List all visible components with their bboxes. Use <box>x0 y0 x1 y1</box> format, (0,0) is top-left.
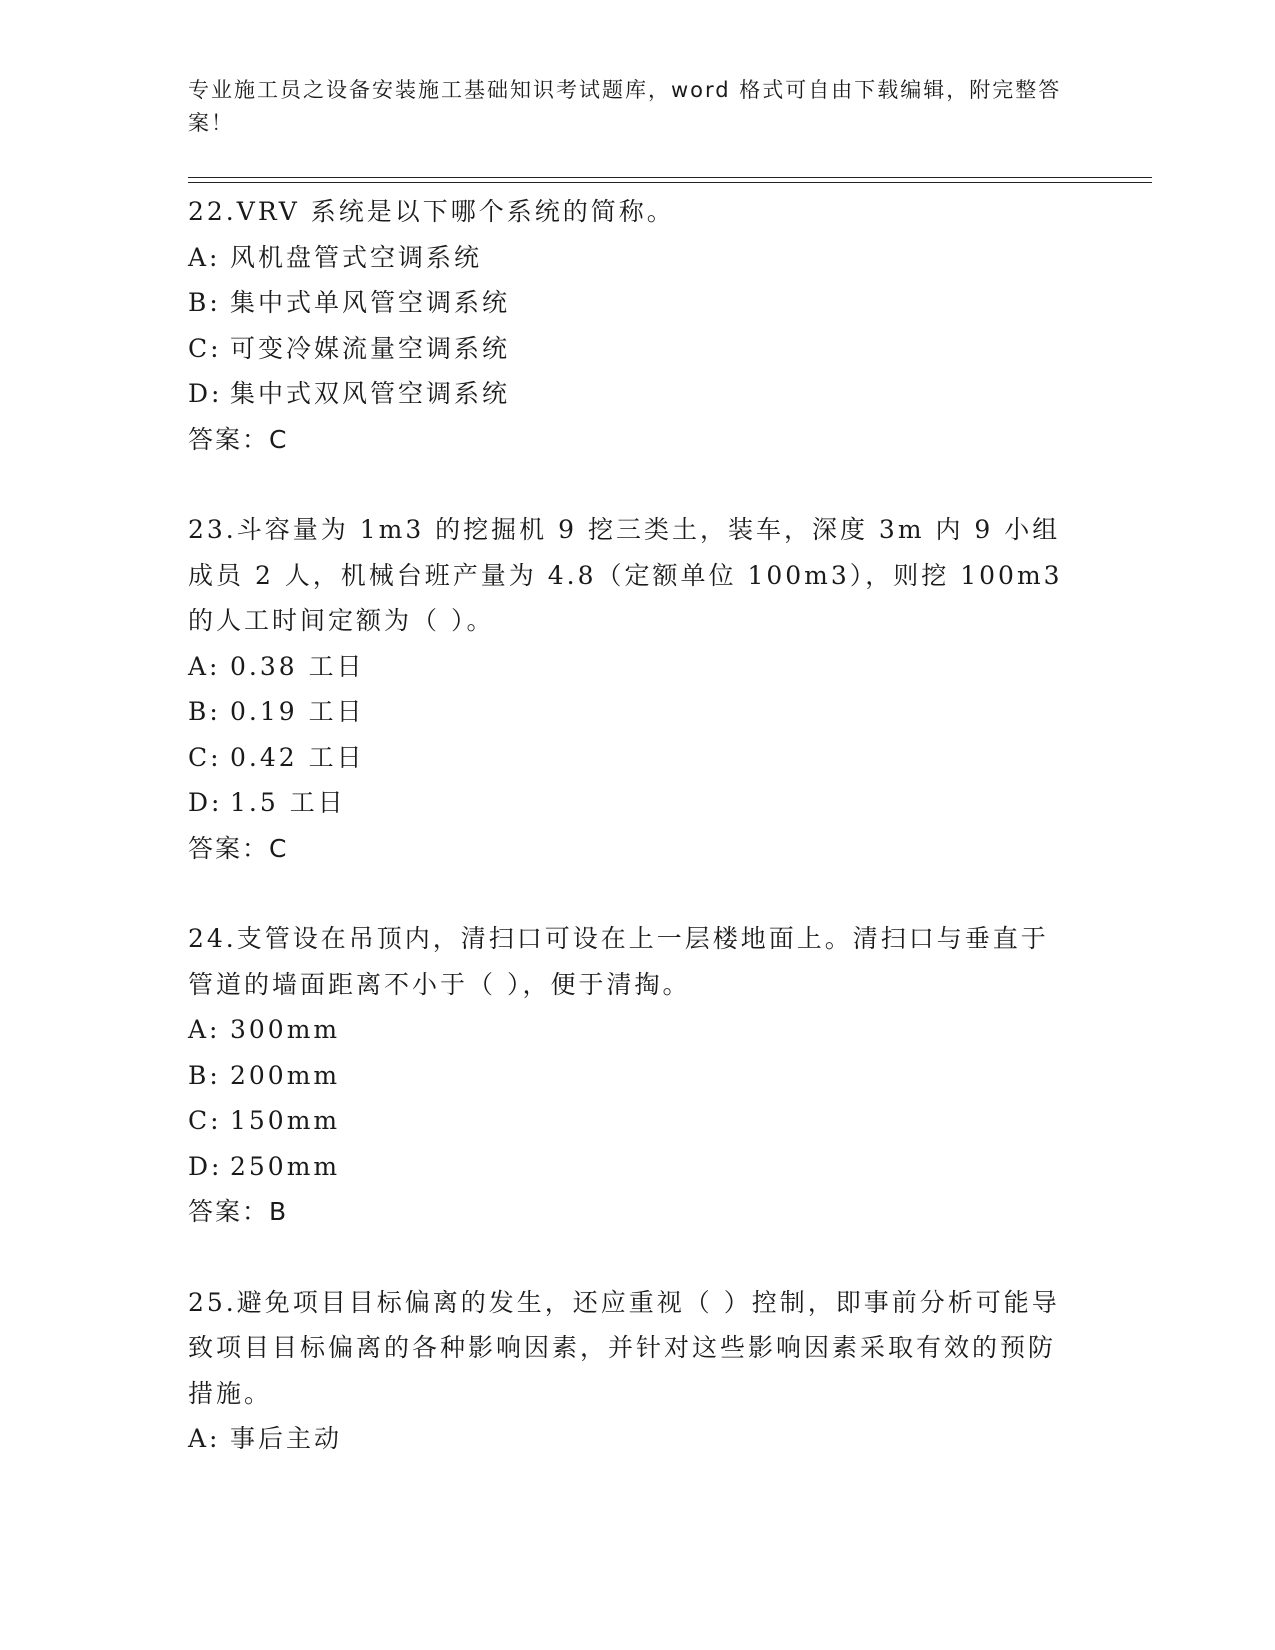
option-key: A: <box>188 1424 221 1453</box>
option-key: B: <box>188 288 221 317</box>
answer-line: 答案：C <box>188 833 289 863</box>
header-divider-bottom <box>188 182 1152 183</box>
option-key: C: <box>188 742 222 772</box>
question-list <box>188 189 1068 1462</box>
option-a <box>188 1007 1068 1053</box>
option-c <box>188 1098 1068 1144</box>
option-key: A: <box>188 651 221 681</box>
question-stem: 24.支管设在吊顶内，清扫口可设在上一层楼地面上。清扫口与垂直于管道的墙面距离不小于（ ），便于清掏。 <box>188 924 1049 999</box>
question-25 <box>188 1280 1068 1462</box>
option-key: D: <box>188 1151 223 1181</box>
option-text: 事后主动 <box>230 1424 343 1453</box>
option-text: 150mm <box>230 1106 341 1135</box>
option-key: A: <box>188 242 221 272</box>
option-b <box>188 689 1068 735</box>
question-stem: 22.VRV 系统是以下哪个系统的简称。 <box>188 197 675 226</box>
option-a <box>188 644 1068 690</box>
option-key: A: <box>188 1015 221 1044</box>
option-text: 可变冷媒流量空调系统 <box>230 333 511 363</box>
option-c <box>188 326 1068 372</box>
question-24 <box>188 916 1068 1235</box>
option-b <box>188 1053 1068 1099</box>
option-text: 200mm <box>230 1060 341 1090</box>
option-d <box>188 1144 1068 1190</box>
option-c <box>188 735 1068 781</box>
option-key: C: <box>188 333 222 363</box>
option-d <box>188 780 1068 826</box>
option-text: 1.5 工日 <box>230 788 346 817</box>
question-stem: 23.斗容量为 1m3 的挖掘机 9 挖三类土，装车，深度 3m 内 9 小组成员 2 人，机械台班产量为 4.8（定额单位 100m3），则挖 100m3 的人工时间定额为（ ）。 <box>188 515 1063 635</box>
option-key: D: <box>188 379 223 408</box>
option-key: D: <box>188 788 223 817</box>
option-d <box>188 371 1068 417</box>
option-text: 0.19 工日 <box>230 697 365 726</box>
question-stem: 25.避免项目目标偏离的发生，还应重视（ ）控制，即事前分析可能导致项目目标偏离的各种影响因素，并针对这些影响因素采取有效的预防措施。 <box>188 1287 1060 1408</box>
option-text: 集中式单风管空调系统 <box>230 288 511 317</box>
header-divider-top <box>188 177 1152 178</box>
option-a <box>188 1416 1068 1462</box>
option-key: B: <box>188 697 221 726</box>
option-key: B: <box>188 1060 221 1090</box>
document-header: 专业施工员之设备安装施工基础知识考试题库，word 格式可自由下载编辑，附完整答案！ <box>188 78 1062 135</box>
option-text: 250mm <box>230 1151 341 1181</box>
option-a <box>188 235 1068 281</box>
answer-line: 答案：B <box>188 1197 289 1226</box>
option-key: C: <box>188 1106 222 1135</box>
question-22 <box>188 189 1068 462</box>
option-text: 0.38 工日 <box>230 651 365 681</box>
question-23 <box>188 507 1068 871</box>
option-text: 风机盘管式空调系统 <box>230 242 483 272</box>
answer-line: 答案：C <box>188 424 289 454</box>
option-text: 0.42 工日 <box>230 742 365 772</box>
option-text: 300mm <box>230 1015 341 1044</box>
option-b <box>188 280 1068 326</box>
option-text: 集中式双风管空调系统 <box>230 379 511 408</box>
